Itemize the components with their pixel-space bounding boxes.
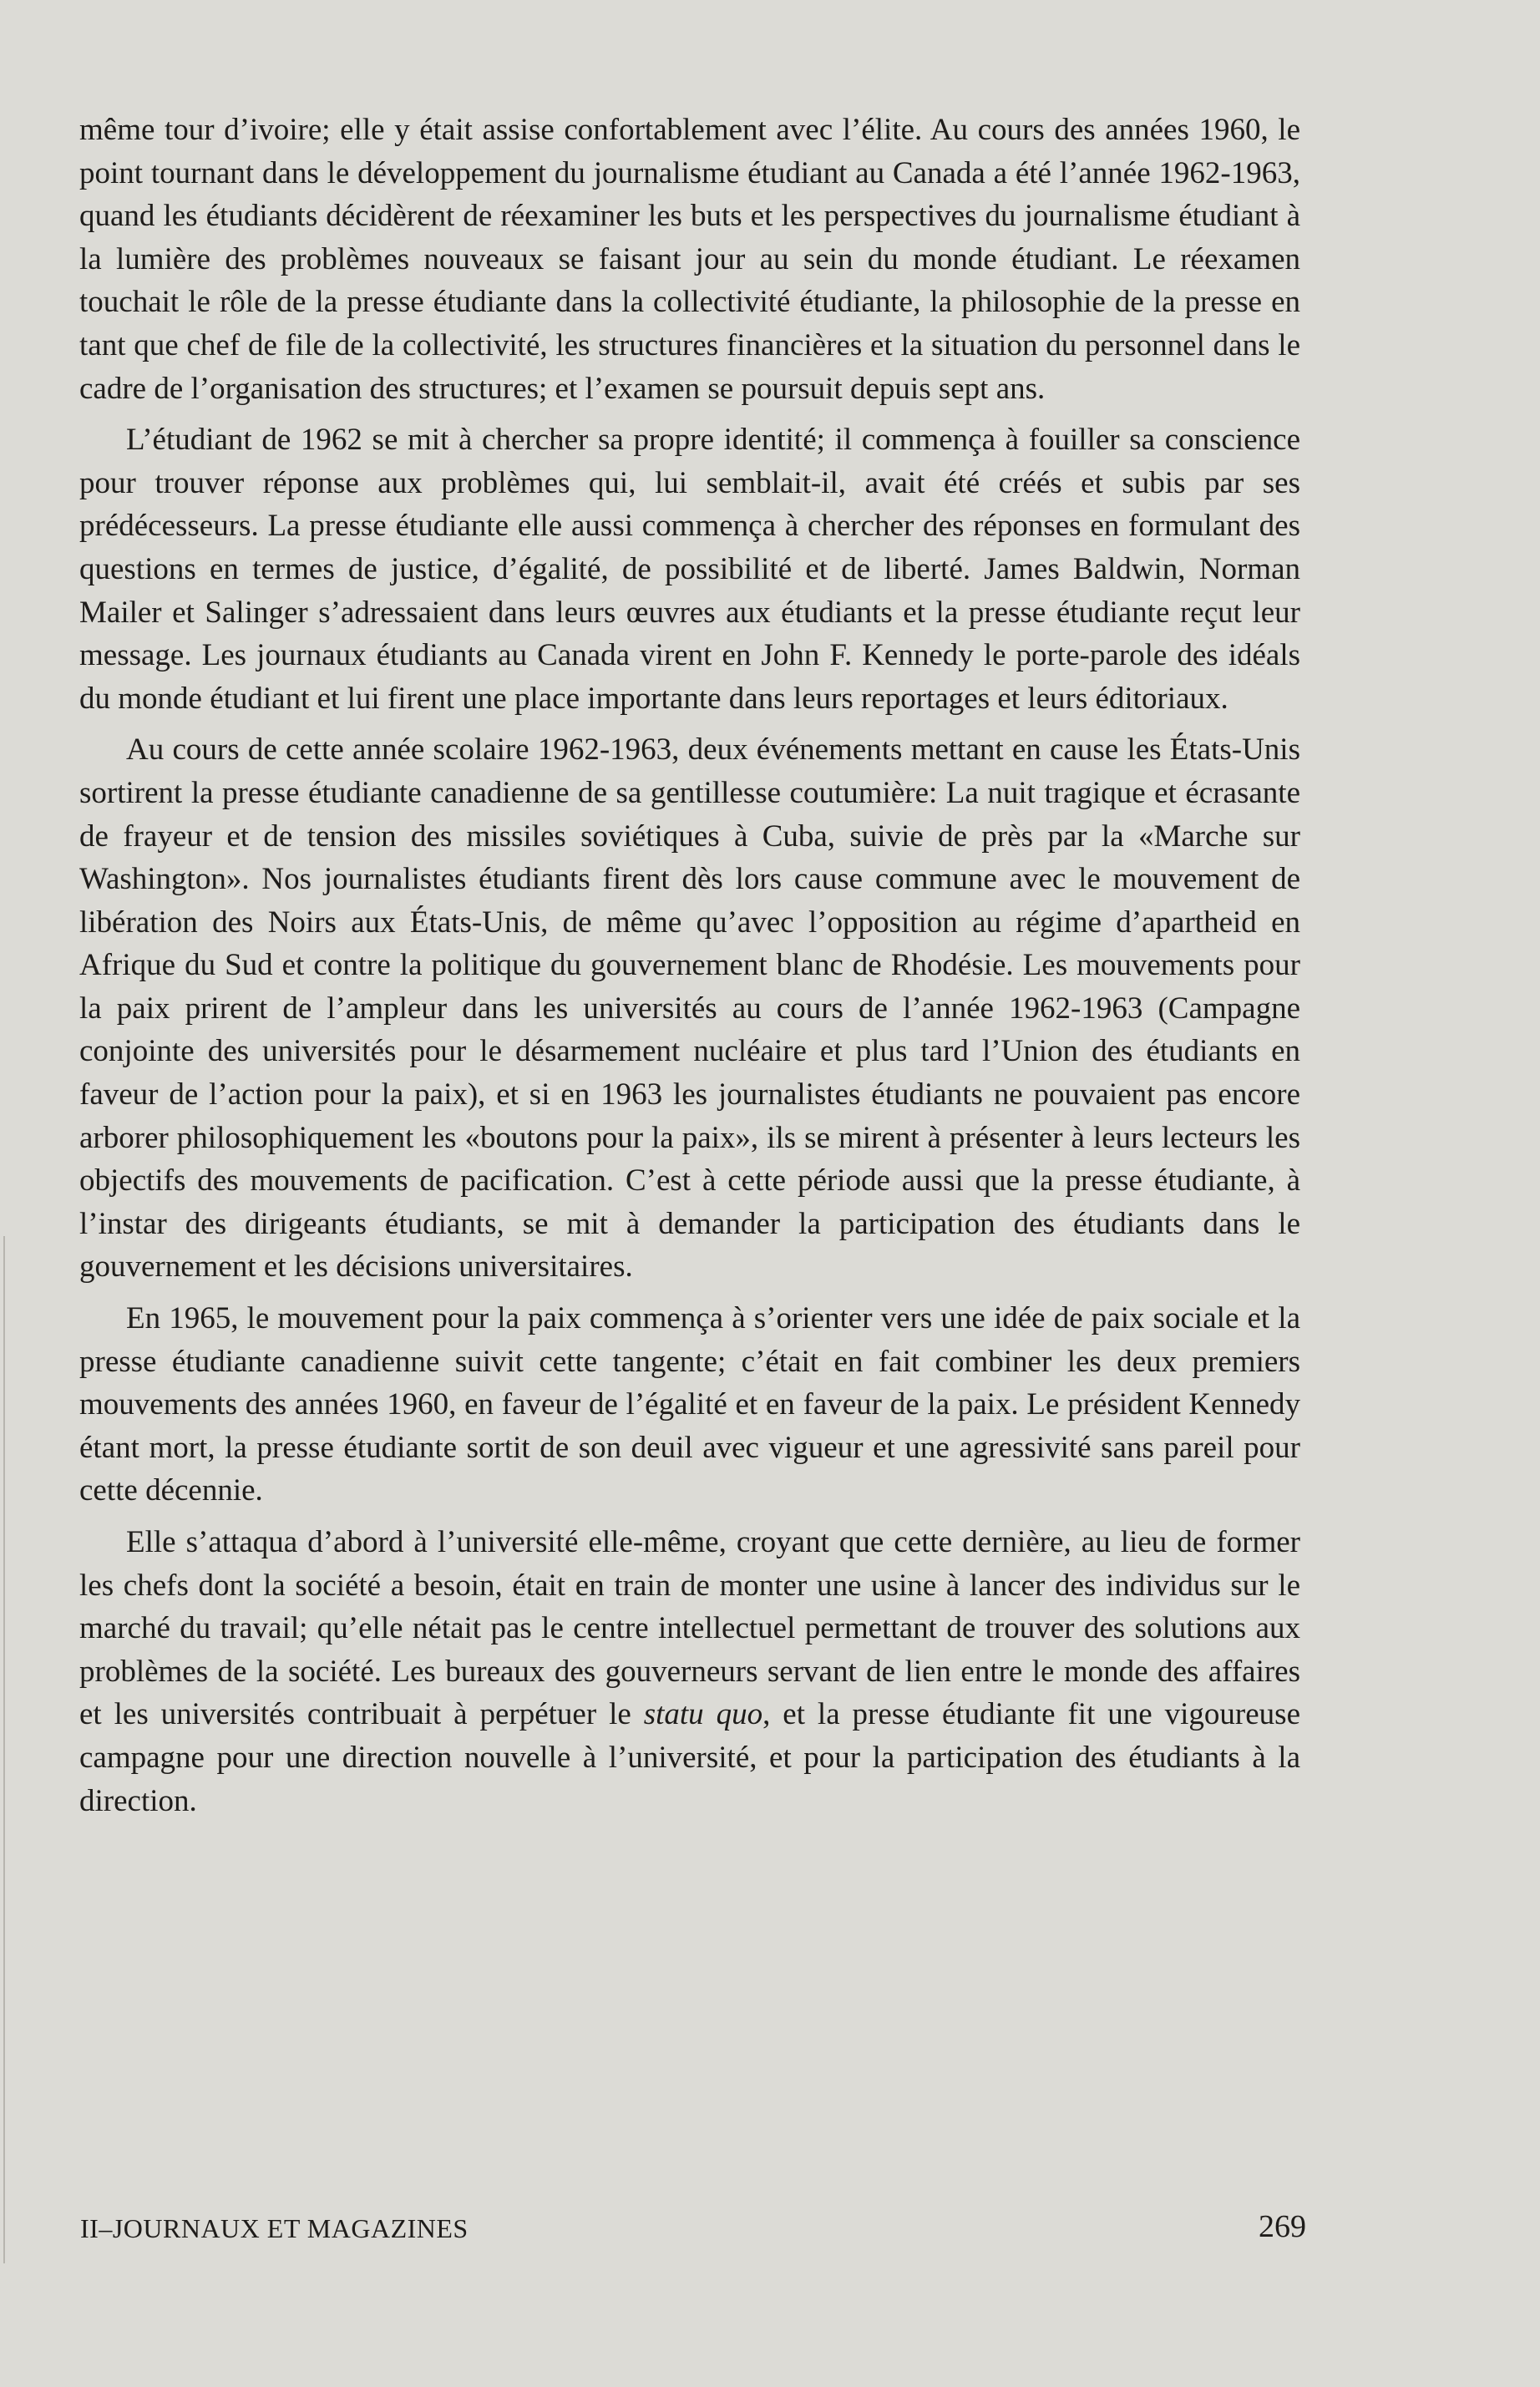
running-footer-title: II–JOURNAUX ET MAGAZINES [80,2213,469,2243]
page-number: 269 [1259,2209,1306,2244]
italic-phrase: statu quo [643,1697,763,1732]
paragraph-3 [79,728,1300,1289]
paragraph-text: Elle s’attaqua d’abord à l’université elle-même, croyant que cette dernière, au lieu de former les chefs dont la société a besoin, était en train de monter une usine à lancer des individus sur le marché du travail; qu’elle nétait pas le centre intellectuel permettant de trouver des solutions aux problèmes de la société. Les bureaux des gouverneurs servant de lien entre le monde des affaires et les universités contribuait à perpétuer le [79,1525,1300,1732]
paragraph-text: même tour d’ivoire; elle y était assise confortablement avec l’élite. Au cours des années 1960, le point tournant dans le développement du journalisme étudiant au Canada a été l’année 1962-1963, quand les étudiants décidèrent de réexaminer les buts et les perspectives du journalisme étudiant à la lumière des problèmes nouveaux se faisant jour au sein du monde étudiant. Le réexamen touchait le rôle de la presse étudiante dans la collectivité étudiante, la philosophie de la presse en tant que chef de file de la collectivité, les structures financières et la situation du personnel dans le cadre de l’organisation des structures; et l’examen se poursuit depuis sept ans. [79,113,1300,406]
page-footer [80,2209,1306,2250]
paragraph-5 [79,1521,1300,1822]
paragraph-text: En 1965, le mouvement pour la paix commença à s’orienter vers une idée de paix sociale et la presse étudiante canadienne suivit cette tangente; c’était en fait combiner les deux premiers mouvements des années 1960, en faveur de l’égalité et en faveur de la paix. Le président Kennedy étant mort, la presse étudiante sortit de son deuil avec vigueur et une agressivité sans pareil pour cette décennie. [79,1301,1300,1508]
paragraph-2 [79,418,1300,720]
paragraph-text-continued: , et la presse étudiante fit une vigoureuse campagne pour une direction nouvelle à l’université, et pour la participation des étudiants à la direction. [79,1697,1300,1818]
paragraph-1 [79,109,1300,410]
body-text [79,109,1300,1822]
paragraph-4 [79,1297,1300,1513]
page-edge-line [3,1236,5,2263]
paragraph-text: L’étudiant de 1962 se mit à chercher sa propre identité; il commença à fouiller sa conscience pour trouver réponse aux problèmes qui, lui semblait-il, avait été créés et subis par ses prédécesseurs. La presse étudiante elle aussi commença à chercher des réponses en formulant des questions en termes de justice, d’égalité, de possibilité et de liberté. James Baldwin, Norman Mailer et Salinger s’adressaient dans leurs œuvres aux étudiants et la presse étudiante reçut leur message. Les journaux étudiants au Canada virent en John F. Kennedy le porte-parole des idéals du monde étudiant et lui firent une place importante dans leurs reportages et leurs éditoriaux. [79,423,1300,716]
paragraph-text: Au cours de cette année scolaire 1962-1963, deux événements mettant en cause les États-Unis sortirent la presse étudiante canadienne de sa gentillesse coutumière: La nuit tragique et écrasante de frayeur et de tension des missiles soviétiques à Cuba, suivie de près par la «Marche sur Washington». Nos journalistes étudiants firent dès lors cause commune avec le mouvement de libération des Noirs aux États-Unis, de même qu’avec l’opposition au régime d’apartheid en Afrique du Sud et contre la politique du gouvernement blanc de Rhodésie. Les mouvements pour la paix prirent de l’ampleur dans les universités au cours de l’année 1962-1963 (Campagne conjointe des universités pour le désarmement nucléaire et plus tard l’Union des étudiants en faveur de l’action pour la paix), et si en 1963 les journalistes étudiants ne pouvaient pas encore arborer philosophiquement les «boutons pour la paix», ils se mirent à présenter à leurs lecteurs les objectifs des mouvements de pacification. C’est à cette période aussi que la presse étudiante, à l’instar des dirigeants étudiants, se mit à demander la participation des étudiants dans le gouvernement et les décisions universitaires. [79,732,1300,1285]
